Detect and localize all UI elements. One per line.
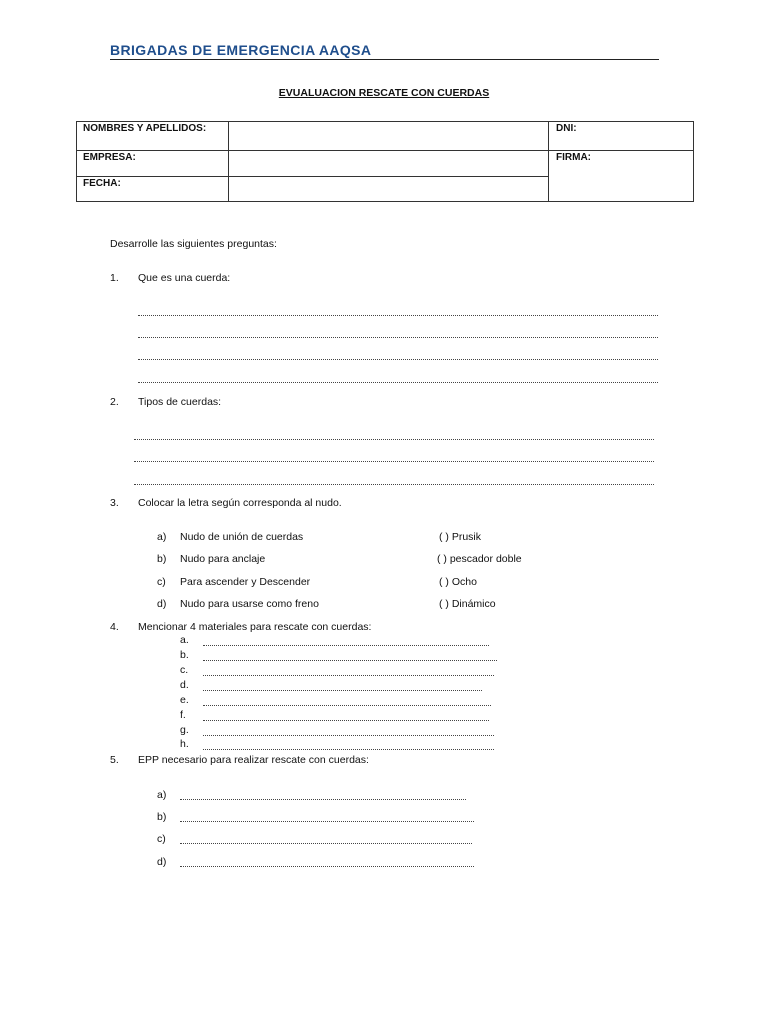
question-number: 4.	[110, 621, 119, 633]
question-text: Tipos de cuerdas:	[138, 396, 222, 408]
company-label: EMPRESA:	[83, 152, 136, 163]
question-number: 3.	[110, 497, 119, 509]
dni-label: DNI:	[556, 123, 577, 134]
list-letter: f.	[180, 709, 186, 721]
signature-label: FIRMA:	[556, 152, 591, 163]
list-letter: a.	[180, 634, 189, 646]
answer-line[interactable]	[203, 720, 489, 721]
question-number: 5.	[110, 754, 119, 766]
question-number: 1.	[110, 272, 119, 284]
header-title: BRIGADAS DE EMERGENCIA AAQSA	[110, 42, 372, 58]
match-item-letter: c)	[157, 576, 166, 588]
question-number: 2.	[110, 396, 119, 408]
list-letter: g.	[180, 724, 189, 736]
answer-line[interactable]	[134, 439, 654, 440]
answer-line[interactable]	[134, 484, 654, 485]
document-title: EVUALUACION RESCATE CON CUERDAS	[278, 87, 490, 99]
list-letter: d)	[157, 856, 167, 868]
dni-field[interactable]	[549, 121, 694, 150]
answer-line[interactable]	[203, 749, 494, 750]
list-letter: c)	[157, 833, 166, 845]
answer-line[interactable]	[138, 337, 658, 338]
list-letter: a)	[157, 789, 167, 801]
question-text: EPP necesario para realizar rescate con cuerdas:	[138, 754, 369, 766]
match-item-letter: b)	[157, 553, 167, 565]
match-item-letter: d)	[157, 598, 167, 610]
question-text: Colocar la letra según corresponda al nudo.	[138, 497, 342, 509]
answer-line[interactable]	[203, 735, 494, 736]
instructions-text: Desarrolle las siguientes preguntas:	[110, 238, 277, 250]
answer-line[interactable]	[180, 799, 466, 800]
answer-line[interactable]	[180, 866, 474, 867]
list-letter: b.	[180, 649, 189, 661]
answer-line[interactable]	[138, 359, 658, 360]
answer-line[interactable]	[203, 690, 482, 691]
match-option[interactable]: ( ) Ocho	[439, 576, 477, 588]
answer-line[interactable]	[203, 675, 494, 676]
answer-line[interactable]	[203, 660, 497, 661]
date-label: FECHA:	[83, 178, 121, 189]
question-text: Mencionar 4 materiales para rescate con cuerdas:	[138, 621, 372, 633]
match-item-text: Nudo para anclaje	[180, 553, 266, 565]
date-field[interactable]	[229, 177, 548, 202]
company-field[interactable]	[229, 151, 548, 176]
signature-field[interactable]	[549, 151, 694, 202]
match-option[interactable]: ( ) pescador doble	[437, 553, 522, 565]
header-divider	[110, 59, 659, 60]
answer-line[interactable]	[180, 843, 472, 844]
match-option[interactable]: ( ) Dinámico	[439, 598, 496, 610]
match-option[interactable]: ( ) Prusik	[439, 531, 481, 543]
names-field[interactable]	[229, 121, 548, 150]
list-letter: d.	[180, 679, 189, 691]
answer-line[interactable]	[134, 461, 654, 462]
list-letter: c.	[180, 664, 189, 676]
list-letter: b)	[157, 811, 167, 823]
answer-line[interactable]	[138, 382, 658, 383]
answer-line[interactable]	[138, 315, 658, 316]
match-item-text: Para ascender y Descender	[180, 576, 311, 588]
match-item-text: Nudo de unión de cuerdas	[180, 531, 304, 543]
list-letter: h.	[180, 738, 189, 750]
question-text: Que es una cuerda:	[138, 272, 231, 284]
match-item-text: Nudo para usarse como freno	[180, 598, 319, 610]
answer-line[interactable]	[203, 645, 489, 646]
match-item-letter: a)	[157, 531, 167, 543]
answer-line[interactable]	[180, 821, 474, 822]
answer-line[interactable]	[203, 705, 491, 706]
names-label: NOMBRES Y APELLIDOS:	[83, 123, 207, 134]
list-letter: e.	[180, 694, 189, 706]
personal-info-table	[76, 121, 694, 202]
